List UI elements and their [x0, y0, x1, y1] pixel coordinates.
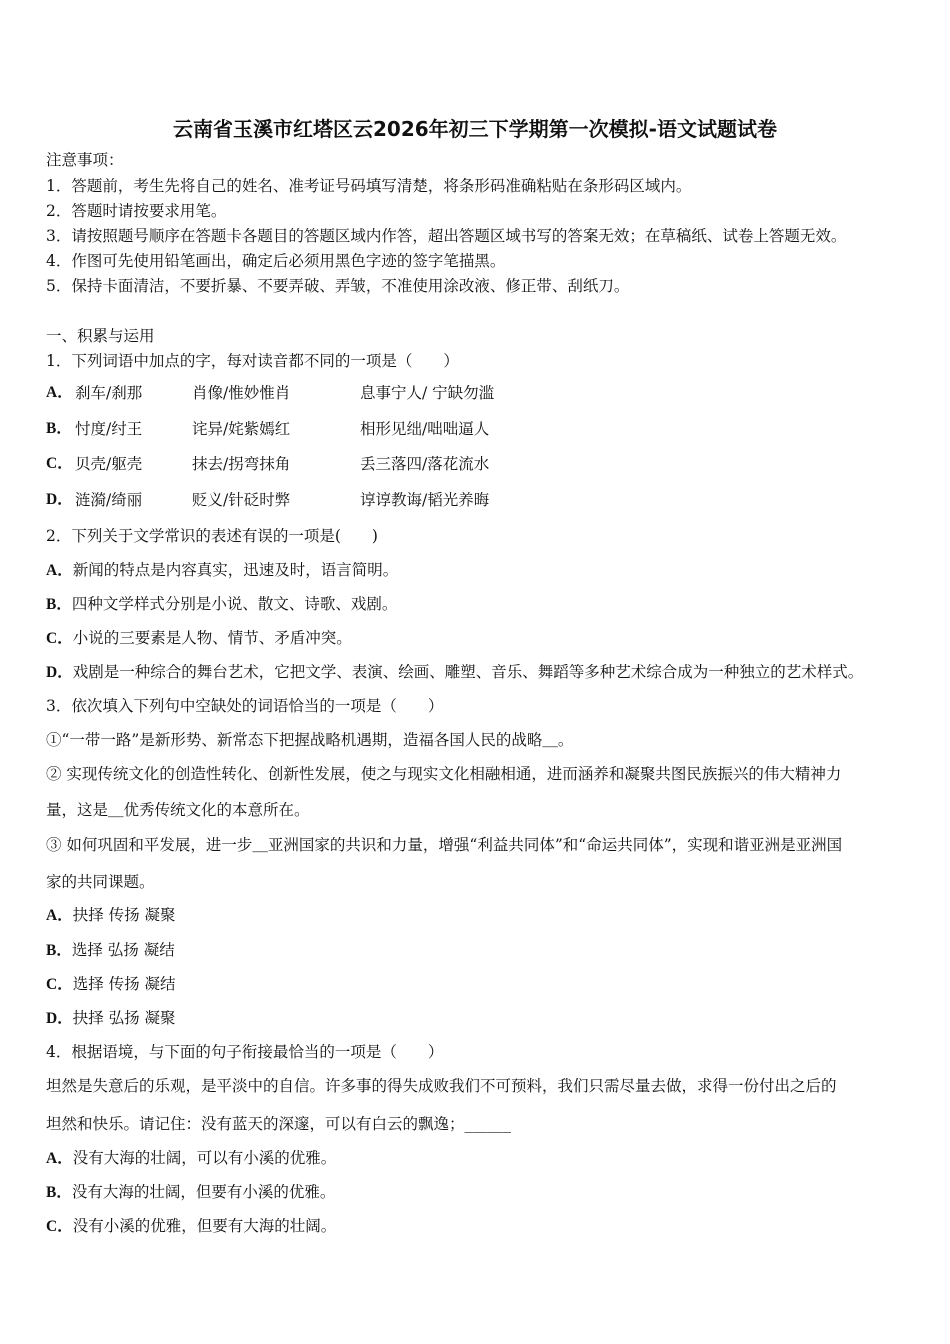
option-label: A．: [46, 562, 73, 579]
option-label: C．: [46, 976, 73, 993]
question-sentence: ①“一带一路”是新形势、新常态下把握战略机遇期，造福各国人民的战略＿。: [46, 731, 574, 749]
option-column: 刹车/刹那: [75, 384, 143, 402]
answer-option: [46, 974, 176, 995]
answer-option: [46, 1216, 336, 1237]
option-label: D．: [46, 1010, 73, 1027]
question-sentence: ③ 如何巩固和平发展，进一步＿亚洲国家的共识和力量，增强“利益共同体”和“命运共同体”，实现和谐亚洲是亚洲国: [46, 836, 843, 854]
option-column: 诧异/姹紫嫣红: [192, 420, 291, 438]
option-text: 选择 弘扬 凝结: [71, 941, 175, 959]
option-text: 没有大海的壮阔，可以有小溪的优雅。: [72, 1149, 337, 1167]
answer-option: [46, 940, 175, 961]
section-heading: 一、积累与运用: [46, 327, 155, 345]
option-label: D．: [46, 664, 73, 681]
answer-option: [46, 1182, 335, 1203]
question-passage: 坦然和快乐。请记住：没有蓝天的深邃，可以有白云的飘逸；______: [46, 1115, 512, 1133]
option-text: 四种文学样式分别是小说、散文、诗歌、戏剧。: [71, 595, 398, 613]
answer-option: [46, 1008, 176, 1029]
notice-item: 4．作图可先使用铅笔画出，确定后必须用黑色字迹的签字笔描黑。: [46, 252, 506, 270]
question-stem: 2．下列关于文学常识的表述有误的一项是( ): [46, 527, 378, 545]
notice-item: 2．答题时请按要求用笔。: [46, 202, 227, 220]
question-stem: 4．根据语境，与下面的句子衔接最恰当的一项是（ ）: [46, 1043, 444, 1061]
answer-option: [46, 628, 352, 649]
option-label: B．: [46, 420, 72, 437]
option-column: 相形见绌/咄咄逼人: [360, 420, 490, 438]
option-column: 贝壳/躯壳: [75, 455, 143, 473]
option-label: A．: [46, 384, 73, 401]
notice-item: 5．保持卡面清洁，不要折暴、不要弄破、弄皱，不准使用涂改液、修正带、刮纸刀。: [46, 277, 630, 295]
answer-option: [46, 560, 398, 581]
option-text: 抉择 传扬 凝聚: [72, 906, 176, 924]
option-label: A．: [46, 1150, 73, 1167]
option-column: 丢三落四/落花流水: [360, 455, 490, 473]
answer-option: [46, 662, 863, 683]
page-title: 云南省玉溪市红塔区云2026年初三下学期第一次模拟-语文试题试卷: [173, 117, 777, 141]
option-label: A．: [46, 907, 73, 924]
option-column: 肖像/惟妙惟肖: [192, 384, 291, 402]
option-column: 息事宁人/ 宁缺勿滥: [360, 384, 495, 402]
question-sentence: 家的共同课题。: [46, 873, 155, 891]
notice-heading: 注意事项：: [46, 151, 124, 169]
option-label: B．: [46, 596, 72, 613]
question-sentence: 量，这是＿优秀传统文化的本意所在。: [46, 801, 310, 819]
option-text: 新闻的特点是内容真实，迅速及时，语言简明。: [72, 561, 399, 579]
answer-option: [46, 905, 176, 926]
notice-item: 1．答题前，考生先将自己的姓名、准考证号码填写清楚，将条形码准确粘贴在条形码区域内。: [46, 177, 692, 195]
option-column: 涟漪/绮丽: [75, 491, 143, 509]
option-label: B．: [46, 942, 72, 959]
answer-option: [46, 594, 397, 615]
answer-option: [46, 1148, 336, 1169]
question-sentence: ② 实现传统文化的创造性转化、创新性发展，使之与现实文化相融相通，进而涵养和凝聚共图民族振兴的伟大精神力: [46, 765, 842, 783]
option-column: 抹去/拐弯抹角: [192, 455, 291, 473]
option-column: 贬义/针砭时弊: [192, 491, 291, 509]
option-text: 戏剧是一种综合的舞台艺术，它把文学、表演、绘画、雕塑、音乐、舞蹈等多种艺术综合成为一种独立的艺术样式。: [72, 663, 864, 681]
option-label: C．: [46, 630, 73, 647]
option-text: 抉择 弘扬 凝聚: [72, 1009, 176, 1027]
notice-item: 3．请按照题号顺序在答题卡各题目的答题区域内作答，超出答题区域书写的答案无效；在草稿纸、试卷上答题无效。: [46, 227, 847, 245]
question-passage: 坦然是失意后的乐观，是平淡中的自信。许多事的得失成败我们不可预料，我们只需尽量去做，求得一份付出之后的: [46, 1077, 837, 1095]
option-text: 选择 传扬 凝结: [72, 975, 176, 993]
question-stem: 3．依次填入下列句中空缺处的词语恰当的一项是（ ）: [46, 697, 444, 715]
option-text: 没有大海的壮阔，但要有小溪的优雅。: [71, 1183, 336, 1201]
option-text: 小说的三要素是人物、情节、矛盾冲突。: [72, 629, 352, 647]
option-text: 没有小溪的优雅，但要有大海的壮阔。: [72, 1217, 337, 1235]
option-label: C．: [46, 455, 73, 472]
option-label: C．: [46, 1218, 73, 1235]
option-column: 忖度/纣王: [75, 420, 143, 438]
option-label: D．: [46, 491, 73, 508]
option-label: B．: [46, 1184, 72, 1201]
option-column: 谆谆教诲/韬光养晦: [360, 491, 490, 509]
question-stem: 1．下列词语中加点的字，每对读音都不同的一项是（ ）: [46, 352, 459, 370]
